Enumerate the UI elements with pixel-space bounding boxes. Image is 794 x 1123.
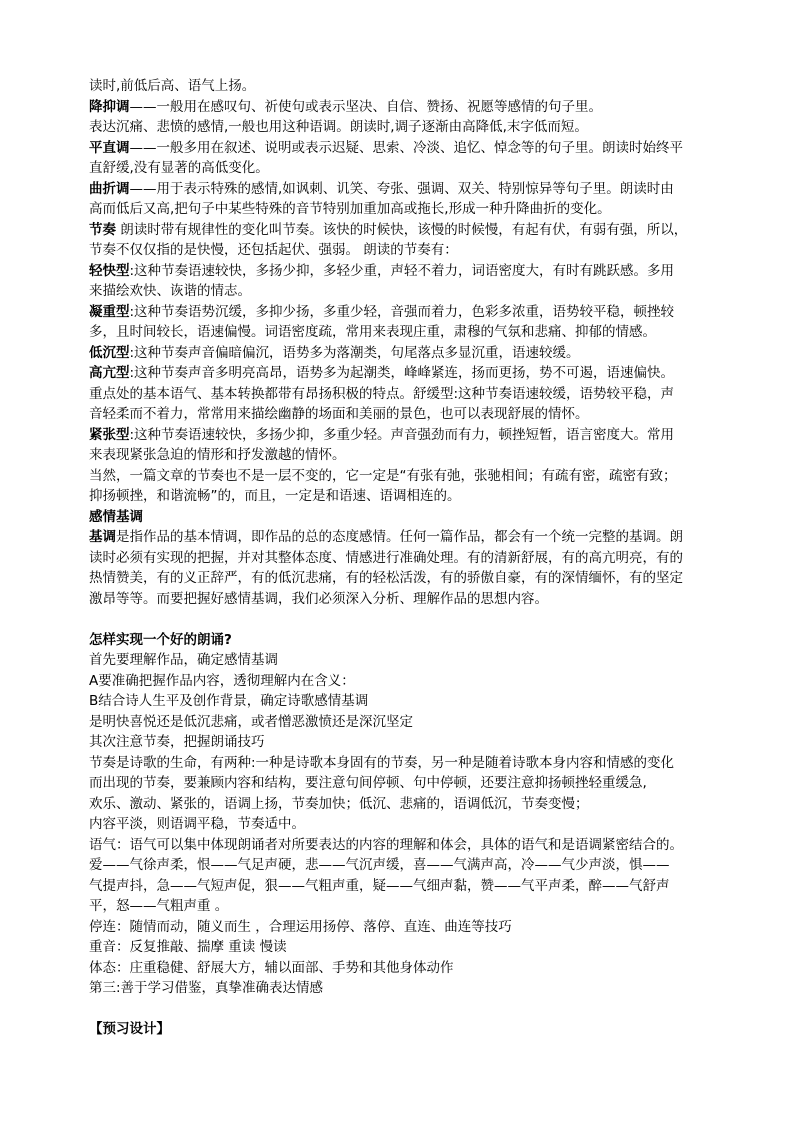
paragraph-line xyxy=(89,384,709,405)
line-text: 当然，一篇文章的节奏也不是一层不变的，它一定是“有张有弛，张驰相间；有疏有密，疏密有致； xyxy=(89,467,677,484)
line-text: ——一般多用在叙述、说明或表示迟疑、思索、冷淡、追忆、悼念等的句子里。朗读时始终平 xyxy=(129,139,683,156)
paragraph-line: 内容平淡，则语调平稳，节奏适中。 xyxy=(89,816,305,832)
paragraph-line xyxy=(89,281,709,302)
paragraph-line xyxy=(89,302,709,323)
paragraph-line xyxy=(89,445,709,466)
line-text: ——用于表示特殊的感情,如讽刺、讥笑、夸张、强调、双关、特别惊异等句子里。朗读时由 xyxy=(129,180,674,197)
section-title-preview-design: 【预习设计】 xyxy=(89,1020,170,1037)
line-text: :这种节奏语势沉缓，多抑少扬，多重少轻，音强而着力，色彩多浓重，语势较平稳，顿挫较 xyxy=(129,303,675,320)
paragraph-line xyxy=(89,220,709,241)
paragraph-line xyxy=(89,425,709,446)
paragraph-line: 其次注意节奏，把握朗诵技巧 xyxy=(89,734,265,750)
paragraph-line xyxy=(89,261,709,282)
term-heading: 紧张型 xyxy=(89,426,130,443)
term-heading: 节奏 xyxy=(89,221,116,238)
line-text: ——一般用在感叹句、祈使句或表示坚决、自信、赞扬、祝愿等感情的句子里。 xyxy=(129,98,602,115)
line-text: 直舒缓,没有显著的高低变化。 xyxy=(89,160,269,176)
paragraph-line xyxy=(89,199,709,220)
paragraph-line: 语气：语气可以集中体现朗诵者对所要表达的内容的理解和体会，具体的语气和是语调紧密结合的。 xyxy=(89,836,683,853)
paragraph-line: 欢乐、激动、紧张的，语调上扬，节奏加快；低沉、悲痛的，语调低沉，节奏变慢； xyxy=(89,795,589,812)
line-text: 读时必须有实现的把握，并对其整体态度、情感进行准确处理。有的清新舒展，有的高亢明亮，有的 xyxy=(89,549,683,566)
line-text: :这种节奏声音多明亮高昂，语势多为起潮类，峰峰紧连，扬而更扬，势不可遏，语速偏快。 xyxy=(129,365,675,381)
line-text: 多，且时间较长，语速偏慢。词语密度疏，常用来表现庄重，肃穆的气氛和悲痛、抑郁的情感。 xyxy=(89,324,656,340)
line-text: 朗读时带有规律性的变化叫节奏。该快的时候快，该慢的时候慢，有起有伏，有弱有强，所以， xyxy=(116,221,688,238)
line-text: 激昂等等。而要把握好感情基调，我们必须深入分析、理解作品的思想内容。 xyxy=(89,590,548,607)
paragraph-line: 重音：反复推敲、揣摩 重读 慢读 xyxy=(89,939,287,955)
paragraph-line xyxy=(89,322,709,343)
paragraph-line xyxy=(89,179,709,200)
paragraph-line: 首先要理解作品，确定感情基调 xyxy=(89,652,278,668)
paragraph-line xyxy=(89,589,709,610)
paragraph-line xyxy=(89,343,709,364)
line-text: 音轻柔而不着力，常常用来描绘幽静的场面和美丽的景色，也可以表现舒展的情怀。 xyxy=(89,406,589,422)
line-text: :这种节奏语速较快，多扬少抑，多重少轻。声音强劲而有力，顿挫短暂，语言密度大。常用 xyxy=(129,426,675,443)
spacer xyxy=(89,609,709,630)
term-heading: 高亢型 xyxy=(89,365,130,381)
paragraph-line xyxy=(89,76,709,97)
paragraph-line xyxy=(89,138,709,159)
line-text: 抑扬顿挫，和谐流畅”的，而且，一定是和语速、语调相连的。 xyxy=(89,488,461,504)
reading-techniques-section xyxy=(89,76,709,609)
line-text: 表达沉痛、悲愤的感情,一般也用这种语调。朗读时,调子逐渐由高降低,末字低而短。 xyxy=(89,119,588,135)
paragraph-line xyxy=(89,507,709,528)
line-text: 重点处的基本语气、基本转换都带有昂扬积极的特点。舒缓型:这种节奏语速较缓，语势较平稳，声 xyxy=(89,385,675,402)
term-heading: 轻快型 xyxy=(89,262,130,279)
line-text: :这种节奏声音偏暗偏沉，语势多为落潮类，句尾落点多显沉重，语速较缓。 xyxy=(129,344,580,361)
paragraph-line xyxy=(89,486,709,507)
section-title-how-to-recite: 怎样实现一个好的朗诵? xyxy=(89,631,232,648)
term-heading: 降抑调 xyxy=(89,98,130,115)
line-text: :这种节奏语速较快，多扬少抑，多轻少重，声轻不着力，词语密度大，有时有跳跃感。多用 xyxy=(129,262,675,279)
term-heading: 曲折调 xyxy=(89,180,130,197)
paragraph-line xyxy=(89,466,709,487)
paragraph-line: 是明快喜悦还是低沉悲痛，或者憎恶激愤还是深沉坚定 xyxy=(89,713,413,730)
line-text: 高而低后又高,把句子中某些特殊的音节特别加重加高或拖长,形成一种升降曲折的变化。 xyxy=(89,201,611,217)
line-text: 热情赞美，有的义正辞严，有的低沉悲痛，有的轻松活泼，有的骄傲自豪，有的深情缅怀，有的坚定 xyxy=(89,570,683,586)
paragraph-line xyxy=(89,548,709,569)
paragraph-line: 爱——气徐声柔，恨——气足声硬，悲——气沉声缓，喜——气满声高，冷——气少声淡，惧—— xyxy=(89,857,670,873)
paragraph-line xyxy=(89,240,709,261)
document-page xyxy=(89,76,709,1039)
paragraph-line: 第三:善于学习借鉴，真挚准确表达情感 xyxy=(89,980,324,996)
term-heading: 凝重型 xyxy=(89,303,130,320)
paragraph-line xyxy=(89,158,709,179)
recitation-steps-section xyxy=(89,650,709,999)
paragraph-line xyxy=(89,363,709,384)
term-heading: 基调 xyxy=(89,529,116,545)
paragraph-line xyxy=(89,568,709,589)
line-text: 读时,前低后高、语气上扬。 xyxy=(89,78,256,94)
line-text: 来表现紧张急迫的情形和抒发激越的情怀。 xyxy=(89,447,346,463)
line-text: 节奏不仅仅指的是快慢，还包括起伏、强弱。 朗读的节奏有： xyxy=(89,242,458,258)
paragraph-line: A要准确把握作品内容，透彻理解内在含义： xyxy=(89,672,355,689)
line-text: 是指作品的基本情调，即作品的总的态度感情。任何一篇作品，都会有一个统一完整的基调。朗 xyxy=(116,529,683,545)
term-heading: 低沉型 xyxy=(89,344,130,361)
paragraph-line xyxy=(89,117,709,138)
paragraph-line: B结合诗人生平及创作背景，确定诗歌感情基调 xyxy=(89,693,369,709)
paragraph-line: 平，怒——气粗声重 。 xyxy=(89,898,229,914)
line-text: 来描绘欢快、诙谐的情志。 xyxy=(89,283,251,299)
paragraph-line: 气提声抖，急——气短声促，狠——气粗声重，疑——气细声黏，赞——气平声柔，醉——气舒声 xyxy=(89,877,670,894)
paragraph-line xyxy=(89,527,709,548)
paragraph-line: 节奏是诗歌的生命，有两种:一种是诗歌本身固有的节奏，另一种是随着诗歌本身内容和情感的变化 xyxy=(89,754,675,771)
spacer xyxy=(89,999,709,1019)
paragraph-line: 体态：庄重稳健、舒展大方，辅以面部、手势和其他身体动作 xyxy=(89,959,454,976)
paragraph-line xyxy=(89,97,709,118)
term-heading: 感情基调 xyxy=(89,508,143,525)
paragraph-line xyxy=(89,404,709,425)
paragraph-line: 而出现的节奏，要兼顾内容和结构，要注意句间停顿、句中停顿，还要注意抑扬顿挫轻重缓急, xyxy=(89,775,647,791)
term-heading: 平直调 xyxy=(89,139,130,156)
paragraph-line: 停连：随情而动，随义而生 ，合理运用扬停、落停、直连、曲连等技巧 xyxy=(89,918,512,935)
